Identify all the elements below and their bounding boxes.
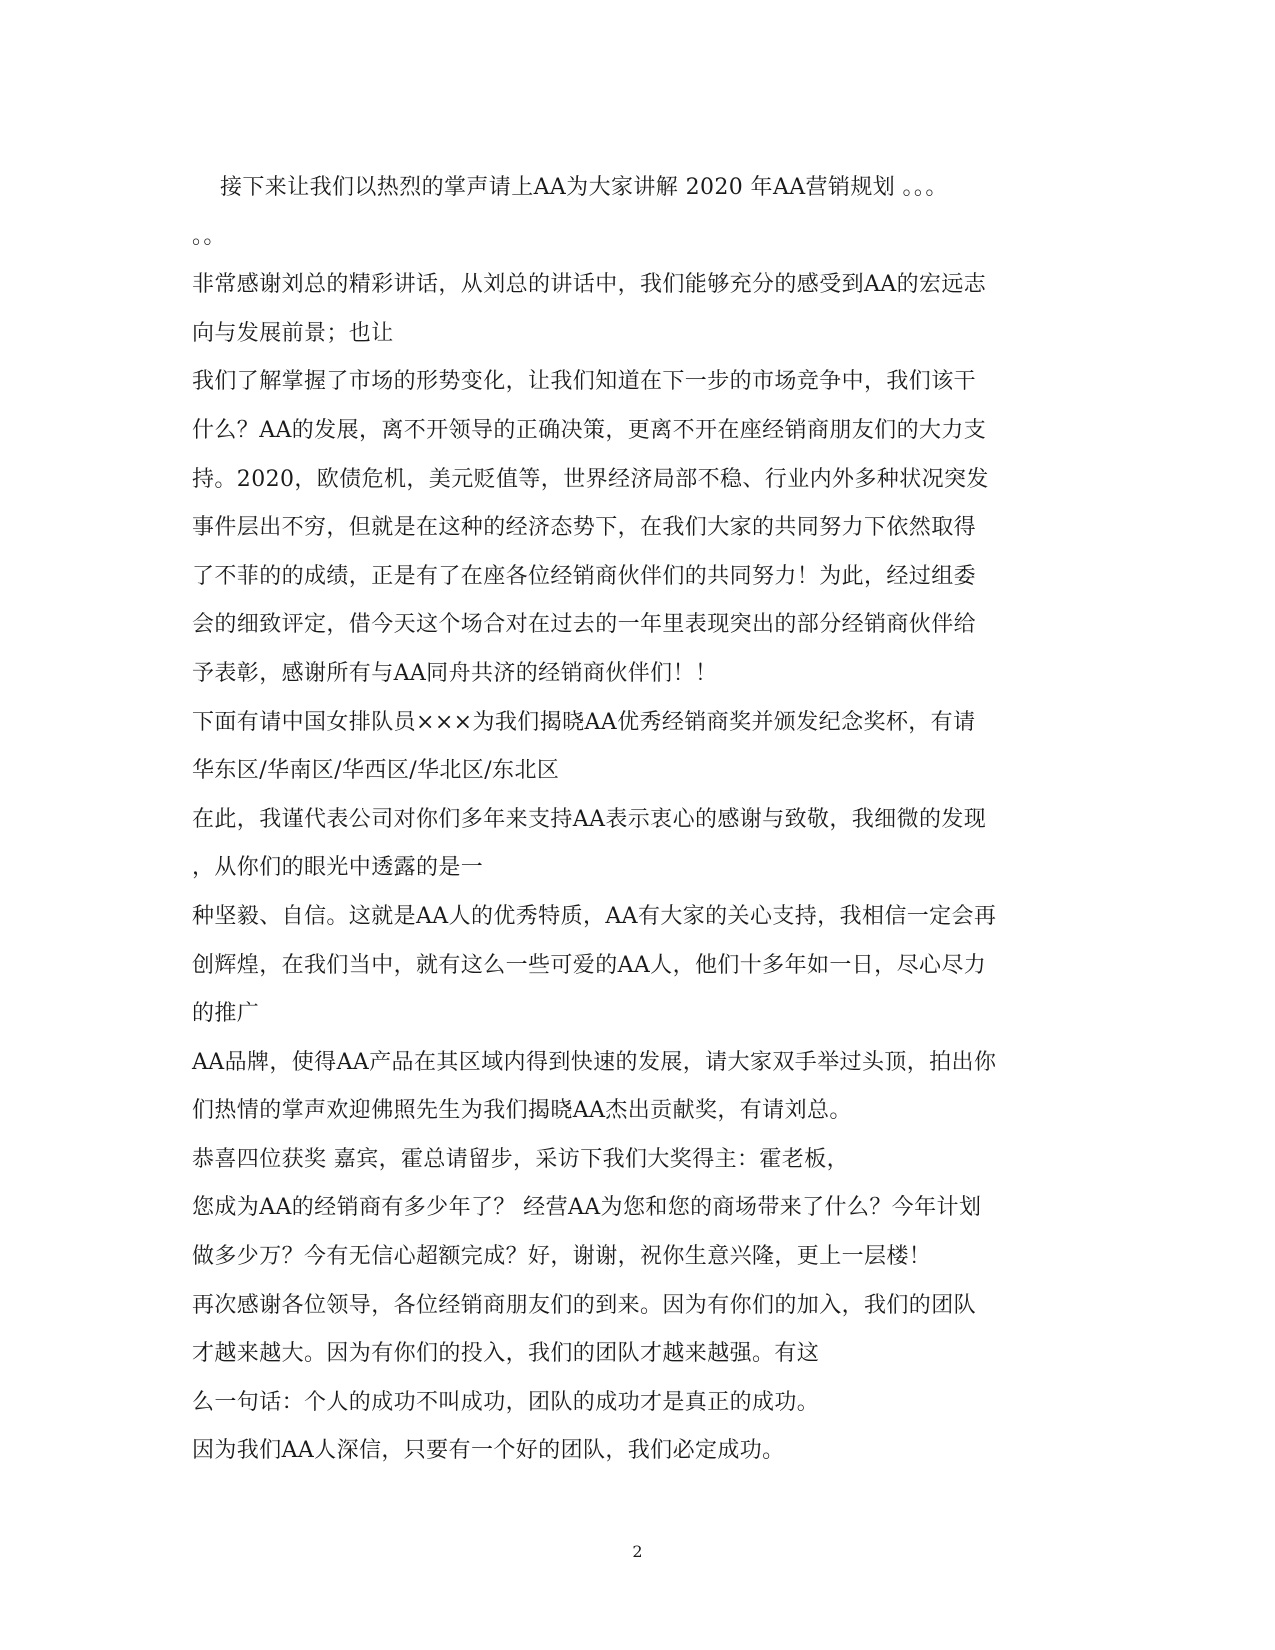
text-line: 予表彰，感谢所有与AA同舟共济的经销商伙伴们！！: [192, 660, 718, 686]
text-line: ，从你们的眼光中透露的是一: [192, 855, 484, 881]
text-line: 接下来让我们以热烈的掌声请上AA为大家讲解 2020 年AA营销规划 。。。: [220, 175, 948, 200]
text-line: 下面有请中国女排队员×××为我们揭晓AA优秀经销商奖并颁发纪念奖杯，有请: [192, 709, 976, 735]
text-line: 向与发展前景；也让: [192, 320, 394, 346]
text-line: 非常感谢刘总的精彩讲话，从刘总的讲话中，我们能够充分的感受到AA的宏远志: [192, 272, 987, 298]
text-line: AA品牌，使得AA产品在其区域内得到快速的发展，请大家双手举过头顶，拍出你: [192, 1049, 997, 1075]
text-line: 因为我们AA人深信，只要有一个好的团队，我们必定成功。: [192, 1438, 785, 1464]
text-line: 了不菲的的成绩，正是有了在座各位经销商伙伴们的共同努力！为此，经过组委: [192, 563, 977, 589]
text-line: 的推广: [192, 1001, 260, 1027]
text-line: 种坚毅、自信。这就是AA人的优秀特质，AA有大家的关心支持，我相信一定会再: [192, 903, 997, 929]
text-line: 。。: [192, 223, 226, 249]
text-line: 您成为AA的经销商有多少年了？ 经营AA为您和您的商场带来了什么？今年计划: [192, 1195, 982, 1221]
text-line: 创辉煌，在我们当中，就有这么一些可爱的AA人，他们十多年如一日，尽心尽力: [192, 952, 987, 978]
text-line: 事件层出不穷，但就是在这种的经济态势下，在我们大家的共同努力下依然取得: [192, 515, 977, 541]
text-line: 持。2020，欧债危机，美元贬值等，世界经济局部不稳、行业内外多种状况突发: [192, 466, 989, 492]
text-line: 么一句话：个人的成功不叫成功，团队的成功才是真正的成功。: [192, 1389, 820, 1415]
page-number: 2: [632, 1542, 643, 1561]
text-line: 什么？AA的发展，离不开领导的正确决策，更离不开在座经销商朋友们的大力支: [192, 417, 987, 443]
text-line: 做多少万？今有无信心超额完成？好，谢谢，祝你生意兴隆，更上一层楼！: [192, 1244, 932, 1270]
text-line: 们热情的掌声欢迎佛照先生为我们揭晓AA杰出贡献奖，有请刘总。: [192, 1098, 852, 1124]
text-line: 我们了解掌握了市场的形势变化，让我们知道在下一步的市场竞争中，我们该干: [192, 369, 977, 395]
text-line: 华东区/华南区/华西区/华北区/东北区: [192, 758, 560, 784]
body-text: [192, 164, 1072, 1476]
text-line: 会的细致评定，借今天这个场合对在过去的一年里表现突出的部分经销商伙伴给: [192, 612, 977, 638]
text-line: 再次感谢各位领导，各位经销商朋友们的到来。因为有你们的加入，我们的团队: [192, 1292, 977, 1318]
text-line: 才越来越大。因为有你们的投入，我们的团队才越来越强。有这: [192, 1341, 820, 1367]
text-line: 在此，我谨代表公司对你们多年来支持AA表示衷心的感谢与致敬，我细微的发现: [192, 806, 987, 832]
text-line: 恭喜四位获奖 嘉宾，霍总请留步，采访下我们大奖得主：霍老板，: [192, 1146, 849, 1172]
